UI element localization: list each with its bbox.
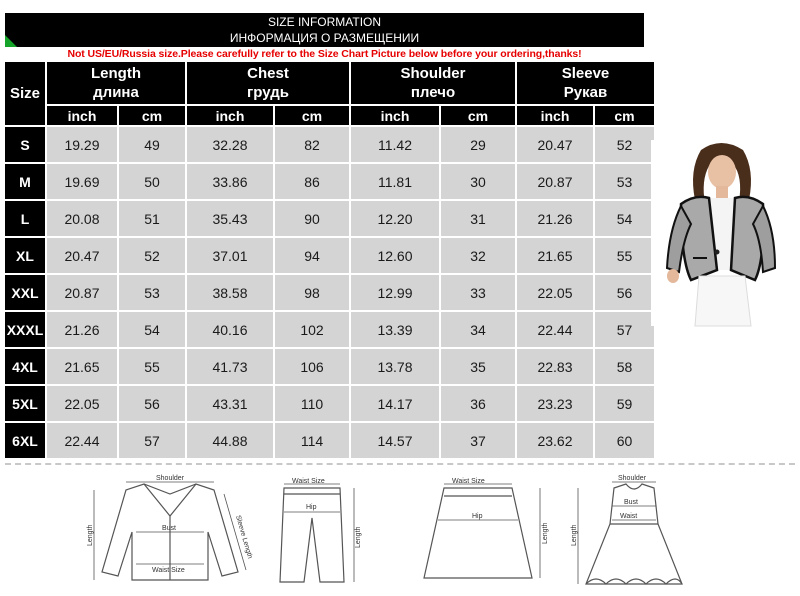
group-header-chest — [187, 62, 349, 104]
measurement-cell: 53 — [595, 164, 654, 199]
measurement-cell: 23.23 — [517, 386, 593, 421]
measurement-cell: 43.31 — [187, 386, 273, 421]
measurement-cell: 52 — [119, 238, 185, 273]
pants-waist-label: Waist Size — [292, 478, 325, 485]
group-header-ru: плечо — [410, 84, 456, 101]
jacket-shoulder-label: Shoulder — [156, 475, 185, 482]
skirt-hip-label: Hip — [472, 513, 483, 520]
unit-header-inch: inch — [351, 106, 439, 125]
measurement-cell: 57 — [595, 312, 654, 347]
size-label: XXXL — [5, 312, 45, 347]
measurement-cell: 57 — [119, 423, 185, 458]
measurement-cell: 22.83 — [517, 349, 593, 384]
measurement-cell: 22.44 — [517, 312, 593, 347]
unit-header-inch: inch — [47, 106, 117, 125]
size-chart-table — [5, 62, 644, 457]
measurement-cell: 82 — [275, 127, 349, 162]
size-label: L — [5, 201, 45, 236]
measurement-cell: 102 — [275, 312, 349, 347]
jacket-waist-label: Waist Size — [152, 567, 185, 574]
measurement-cell: 60 — [595, 423, 654, 458]
measurement-cell: 51 — [119, 201, 185, 236]
size-label: 6XL — [5, 423, 45, 458]
measurement-cell: 14.57 — [351, 423, 439, 458]
measurement-cell: 20.08 — [47, 201, 117, 236]
jacket-measure-diagram — [86, 476, 256, 588]
group-header-sleeve — [517, 62, 654, 104]
unit-header-cm: cm — [275, 106, 349, 125]
size-notice: Not US/EU/Russia size.Please carefully refer to the Size Chart Picture below before your ordering,thanks! — [67, 48, 582, 60]
measurement-cell: 20.47 — [517, 127, 593, 162]
pants-measure-diagram — [262, 478, 362, 588]
group-header-en: Length — [91, 65, 141, 82]
group-header-en: Chest — [247, 65, 289, 82]
size-label: S — [5, 127, 45, 162]
model-photo — [651, 140, 791, 326]
measurement-cell: 36 — [441, 386, 515, 421]
banner-title-ru: ИНФОРМАЦИЯ О РАЗМЕЩЕНИИ — [229, 31, 420, 45]
measurement-cell: 58 — [595, 349, 654, 384]
group-header-ru: длина — [93, 84, 139, 101]
pants-length-label: Length — [355, 526, 362, 548]
measurement-cell: 32 — [441, 238, 515, 273]
measurement-cell: 35 — [441, 349, 515, 384]
measurement-cell: 114 — [275, 423, 349, 458]
group-header-en: Shoulder — [400, 65, 466, 82]
unit-header-cm: cm — [441, 106, 515, 125]
measurement-cell: 29 — [441, 127, 515, 162]
measurement-cell: 11.42 — [351, 127, 439, 162]
skirt-length-label: Length — [542, 522, 549, 544]
measurement-cell: 22.05 — [517, 275, 593, 310]
group-header-ru: грудь — [247, 84, 289, 101]
measurement-cell: 33 — [441, 275, 515, 310]
measurement-cell: 12.20 — [351, 201, 439, 236]
measurement-cell: 13.78 — [351, 349, 439, 384]
measurement-cell: 35.43 — [187, 201, 273, 236]
group-header-en: Sleeve — [561, 65, 610, 82]
measurement-cell: 56 — [119, 386, 185, 421]
group-header-shoulder — [351, 62, 515, 104]
measurement-cell: 94 — [275, 238, 349, 273]
measurement-cell: 33.86 — [187, 164, 273, 199]
measurement-cell: 19.69 — [47, 164, 117, 199]
size-info-banner — [5, 13, 644, 47]
measurement-cell: 52 — [595, 127, 654, 162]
measurement-cell: 110 — [275, 386, 349, 421]
dress-measure-diagram — [572, 476, 698, 590]
measurement-cell: 41.73 — [187, 349, 273, 384]
unit-header-inch: inch — [187, 106, 273, 125]
size-column-header: Size — [5, 62, 45, 125]
size-label: XL — [5, 238, 45, 273]
measurement-cell: 59 — [595, 386, 654, 421]
measurement-cell: 37.01 — [187, 238, 273, 273]
measurement-cell: 21.65 — [517, 238, 593, 273]
measurement-cell: 86 — [275, 164, 349, 199]
measurement-cell: 37 — [441, 423, 515, 458]
size-label: 5XL — [5, 386, 45, 421]
measurement-cell: 20.47 — [47, 238, 117, 273]
measurement-cell: 56 — [595, 275, 654, 310]
measurement-cell: 31 — [441, 201, 515, 236]
measurement-cell: 38.58 — [187, 275, 273, 310]
size-label: 4XL — [5, 349, 45, 384]
banner-title-en: SIZE INFORMATION — [267, 15, 382, 29]
measurement-cell: 106 — [275, 349, 349, 384]
measurement-cell: 54 — [119, 312, 185, 347]
measurement-cell: 11.81 — [351, 164, 439, 199]
measurement-cell: 12.60 — [351, 238, 439, 273]
measurement-cell: 54 — [595, 201, 654, 236]
measurement-cell: 14.17 — [351, 386, 439, 421]
group-header-ru: Рукав — [563, 84, 608, 101]
measurement-cell: 20.87 — [47, 275, 117, 310]
measurement-cell: 90 — [275, 201, 349, 236]
measurement-cell: 40.16 — [187, 312, 273, 347]
jacket-sleeve-label: Sleeve Length — [234, 514, 254, 560]
measurement-cell: 30 — [441, 164, 515, 199]
measurement-cell: 19.29 — [47, 127, 117, 162]
measurement-cell: 55 — [595, 238, 654, 273]
measurement-cell: 23.62 — [517, 423, 593, 458]
dress-bust-label: Bust — [624, 499, 639, 506]
measurement-cell: 13.39 — [351, 312, 439, 347]
size-label: M — [5, 164, 45, 199]
unit-header-inch: inch — [517, 106, 593, 125]
measurement-cell: 55 — [119, 349, 185, 384]
dress-length-label: Length — [571, 524, 578, 546]
unit-header-cm: cm — [119, 106, 185, 125]
measurement-cell: 21.65 — [47, 349, 117, 384]
measurement-cell: 53 — [119, 275, 185, 310]
measurement-cell: 22.44 — [47, 423, 117, 458]
measurement-cell: 32.28 — [187, 127, 273, 162]
section-divider — [5, 463, 795, 465]
measurement-cell: 12.99 — [351, 275, 439, 310]
measurement-cell: 98 — [275, 275, 349, 310]
skirt-waist-label: Waist Size — [452, 478, 485, 485]
green-corner-mark — [5, 35, 17, 47]
group-header-length — [47, 62, 185, 104]
measurement-cell: 20.87 — [517, 164, 593, 199]
jacket-length-label: Length — [87, 524, 94, 546]
measurement-cell: 49 — [119, 127, 185, 162]
pants-hip-label: Hip — [306, 504, 317, 511]
measurement-cell: 34 — [441, 312, 515, 347]
dress-shoulder-label: Shoulder — [618, 475, 647, 482]
jacket-bust-label: Bust — [162, 525, 177, 532]
measurement-cell: 50 — [119, 164, 185, 199]
measurement-cell: 21.26 — [47, 312, 117, 347]
unit-header-cm: cm — [595, 106, 654, 125]
dress-waist-label: Waist — [620, 513, 638, 520]
measurement-cell: 22.05 — [47, 386, 117, 421]
size-label: XXL — [5, 275, 45, 310]
skirt-measure-diagram — [420, 478, 550, 588]
measurement-cell: 44.88 — [187, 423, 273, 458]
measurement-cell: 21.26 — [517, 201, 593, 236]
